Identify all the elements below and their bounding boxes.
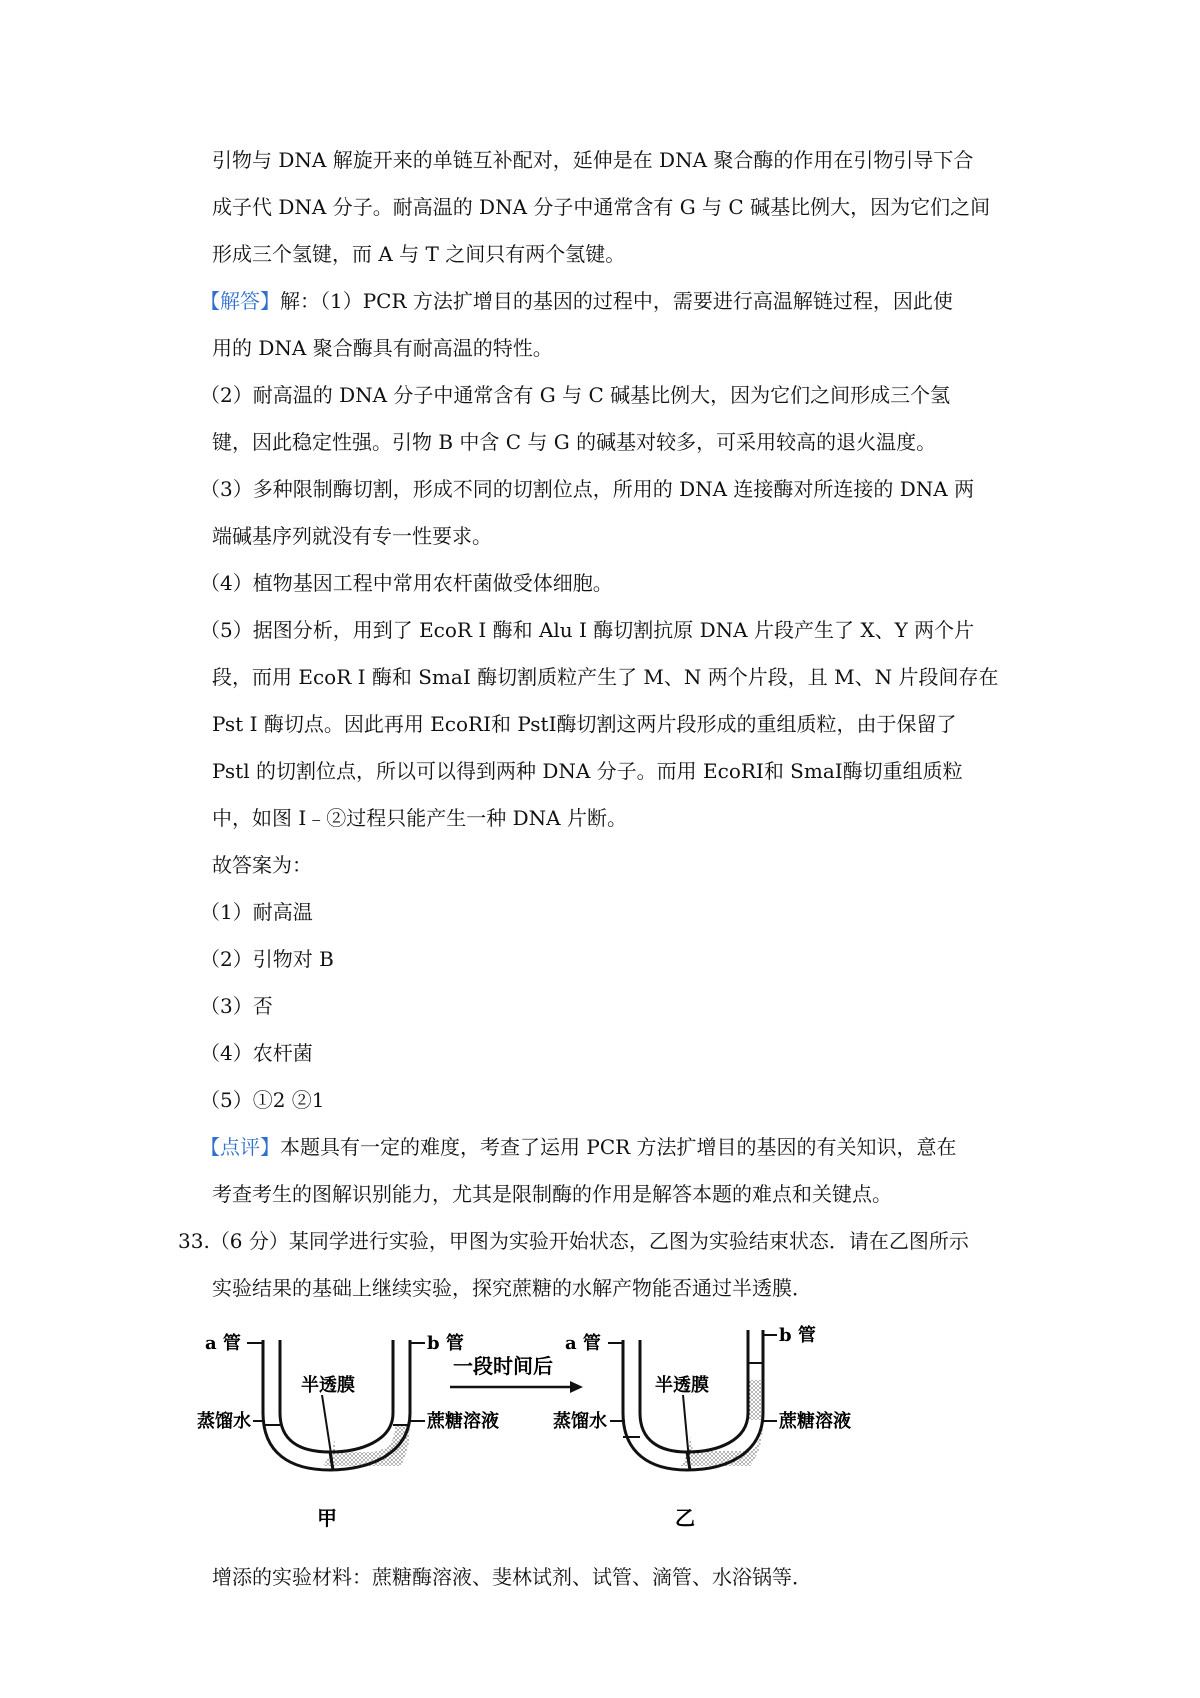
answer-line: （5）据图分析，用到了 EcoR I 酶和 Alu I 酶切割抗原 DNA 片段产生了 X、Y 两个片 — [200, 618, 975, 642]
comment-first-line — [200, 1135, 957, 1159]
label-water: 蒸馏水 — [197, 1411, 251, 1432]
comment-tag: 【点评】 — [200, 1135, 280, 1159]
label-water: 蒸馏水 — [553, 1411, 607, 1432]
comment-first-text: 本题具有一定的难度，考查了运用 PCR 方法扩增目的基因的有关知识，意在 — [280, 1135, 957, 1159]
answer-line: 键，因此稳定性强。引物 B 中含 C 与 G 的碱基对较多，可采用较高的退火温度。 — [212, 430, 937, 454]
answer-line: （4）农杆菌 — [200, 1041, 313, 1065]
answer-line: 故答案为： — [212, 853, 312, 877]
answer-line: （2）耐高温的 DNA 分子中通常含有 G 与 C 碱基比例大，因为它们之间形成三个氢 — [200, 383, 951, 407]
answer-line: Pstl 的切割位点，所以可以得到两种 DNA 分子。而用 EcoRⅠ和 SmaⅠ酶切重组质粒 — [212, 759, 963, 783]
answer-first-line — [200, 289, 953, 313]
arrow-label: 一段时间后 — [453, 1354, 553, 1378]
analysis-line-1: 引物与 DNA 解旋开来的单链互补配对，延伸是在 DNA 聚合酶的作用在引物引导下合 — [212, 148, 974, 172]
question-number: 33. — [178, 1229, 210, 1253]
label-membrane: 半透膜 — [301, 1375, 355, 1396]
answer-tag: 【解答】 — [200, 289, 280, 313]
question-first-line — [178, 1229, 969, 1253]
caption-jia: 甲 — [317, 1506, 337, 1530]
analysis-line-2: 成子代 DNA 分子。耐高温的 DNA 分子中通常含有 G 与 C 碱基比例大，因为它们之间 — [212, 195, 991, 219]
label-b-tube: b 管 — [427, 1333, 464, 1354]
question-line-2: 实验结果的基础上继续实验，探究蔗糖的水解产物能否通过半透膜． — [212, 1276, 812, 1300]
label-membrane: 半透膜 — [655, 1375, 709, 1396]
label-solution: 蔗糖溶液 — [779, 1411, 851, 1432]
arrow-head — [570, 1381, 583, 1393]
diagram-yi — [553, 1324, 851, 1530]
label-solution: 蔗糖溶液 — [427, 1411, 499, 1432]
answer-line: （2）引物对 B — [200, 947, 334, 971]
answer-line: 中，如图 I﹣②过程只能产生一种 DNA 片断。 — [212, 806, 627, 830]
u-tube-experiment-figure — [197, 1325, 935, 1540]
question-materials: 增添的实验材料：蔗糖酶溶液、斐林试剂、试管、滴管、水浴锅等． — [212, 1565, 812, 1589]
answer-line: （4）植物基因工程中常用农杆菌做受体细胞。 — [200, 571, 613, 595]
answer-line: （5）①2 ②1 — [200, 1088, 325, 1112]
answer-first-text: 解：（1）PCR 方法扩增目的基因的过程中，需要进行高温解链过程，因此使 — [280, 289, 953, 313]
label-a-tube: a 管 — [205, 1333, 241, 1354]
u-tube-outer — [623, 1330, 763, 1470]
leader-membrane — [322, 1395, 332, 1460]
answer-line: （3）多种限制酶切割，形成不同的切割位点，所用的 DNA 连接酶对所连接的 DNA 两 — [200, 477, 975, 501]
u-tube-inner — [280, 1340, 393, 1452]
answer-line: （1）耐高温 — [200, 900, 313, 924]
label-a-tube: a 管 — [565, 1333, 601, 1354]
leader-membrane — [683, 1395, 689, 1460]
comment-line-2: 考查考生的图解识别能力，尤其是限制酶的作用是解答本题的难点和关键点。 — [212, 1182, 892, 1206]
answer-line: 段，而用 EcoR I 酶和 SmaI 酶切割质粒产生了 M、N 两个片段，且 M、N 片段间存在 — [212, 665, 999, 689]
answer-line: （3）否 — [200, 994, 273, 1018]
label-b-tube: b 管 — [779, 1325, 816, 1346]
answer-line: 用的 DNA 聚合酶具有耐高温的特性。 — [212, 336, 553, 360]
answer-line: 端碱基序列就没有专一性要求。 — [212, 524, 492, 548]
time-arrow — [450, 1354, 583, 1393]
question-line-1: （6 分）某同学进行实验，甲图为实验开始状态，乙图为实验结束状态．请在乙图所示 — [209, 1229, 969, 1253]
answer-line: Pst I 酶切点。因此再用 EcoRⅠ和 PstⅠ酶切割这两片段形成的重组质粒，由于保留了 — [212, 712, 957, 736]
caption-yi: 乙 — [675, 1506, 695, 1530]
analysis-line-3: 形成三个氢键，而 A 与 T 之间只有两个氢键。 — [212, 242, 626, 266]
